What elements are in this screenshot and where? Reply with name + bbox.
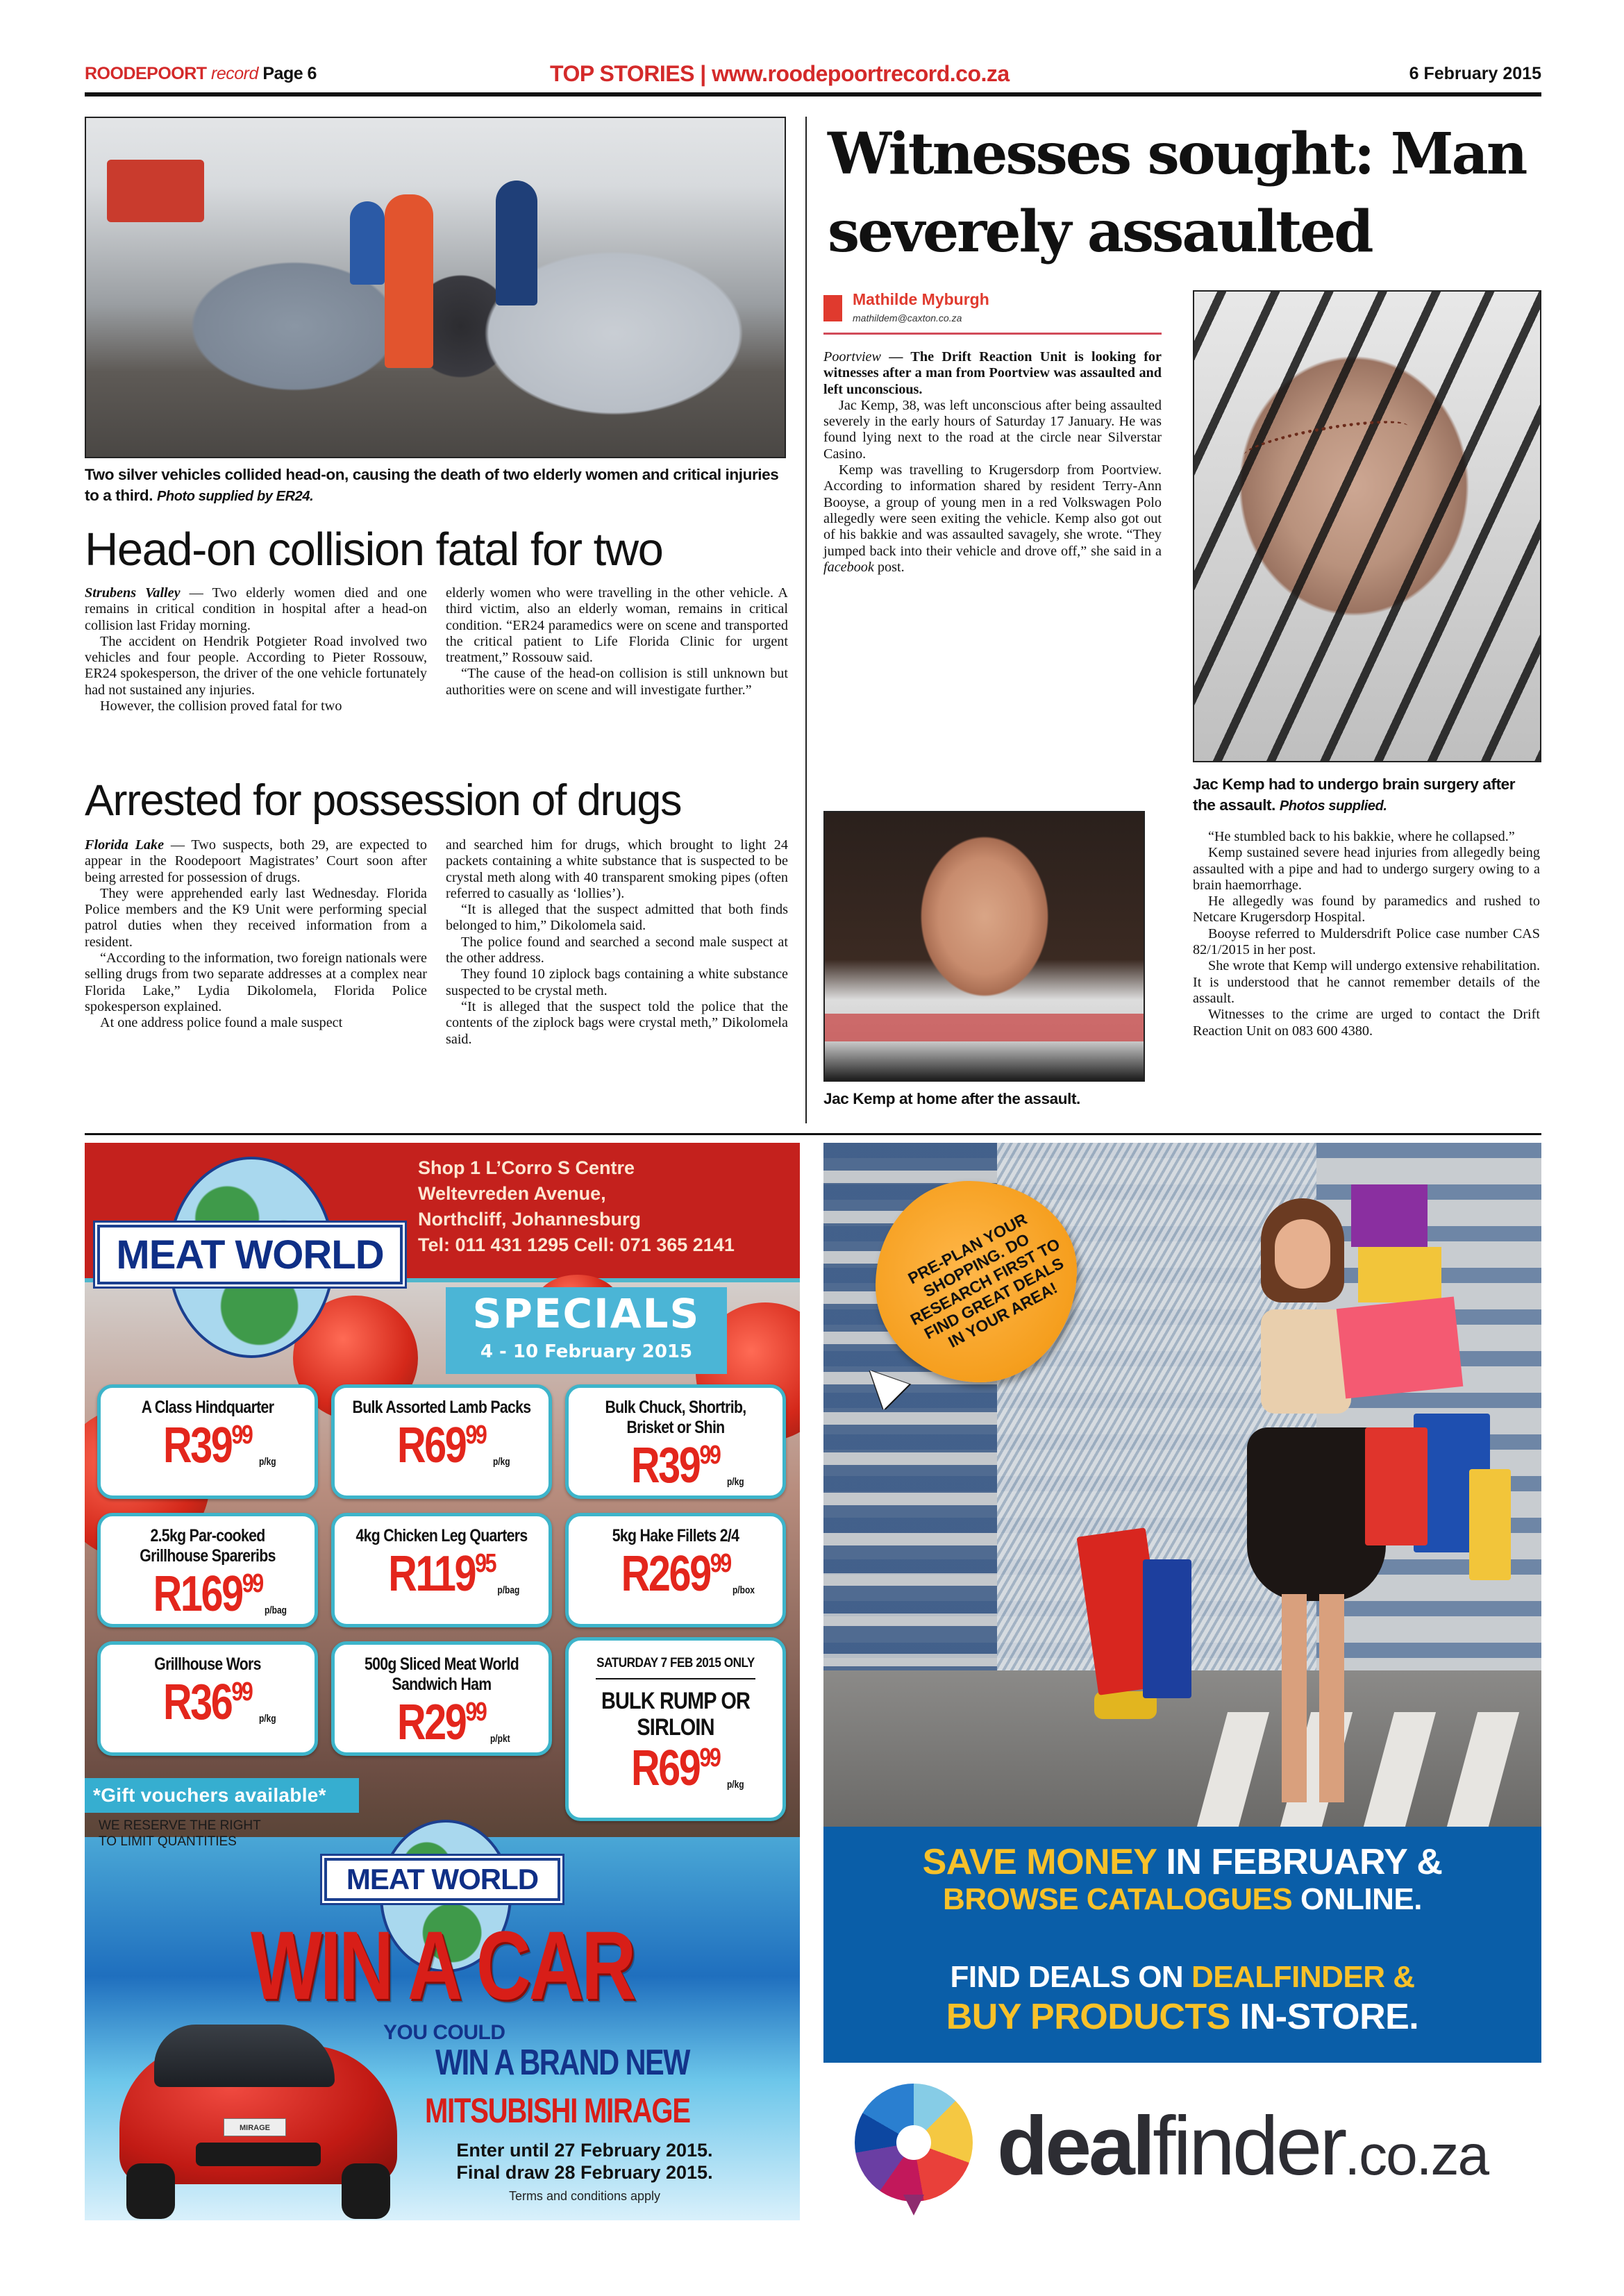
assault-col-2: “He stumbled back to his bakkie, where he collapsed.” Kemp sustained severe head injuries from allegedly being assaulted with a pipe and had to undergo surgery owing to a brain haemorrhage. He allegedly was found by paramedics and rushed to Netcare Krugersdorp Hospital. Booyse referred to Muldersdrift Police case number CAS 82/1/2015 in her post. She wrote that Kemp will undergo extensive rehabilitation. It is understood that he cannot remember details of the assault. Witnesses to the crime are urged to contact the Drift Reaction Unit on 083 600 4380. [1193, 829, 1540, 1039]
section-rule [85, 1133, 1541, 1135]
column-divider [805, 117, 807, 1123]
collision-headline[interactable]: Head-on collision fatal for two [85, 523, 663, 576]
byline-rule [823, 333, 1162, 335]
you-could-text: YOU COULD [383, 2021, 505, 2044]
deal-card[interactable]: Bulk Chuck, Shortrib, Brisket or Shin R3999 p/kg [565, 1384, 786, 1499]
dealfinder-message: SAVE MONEY IN FEBRUARY & BROWSE CATALOGUES ONLINE. FIND DEALS ON DEALFINDER & BUY PRODUCTS IN-STORE. [823, 1827, 1541, 2063]
car-image: MIRAGE [106, 1997, 411, 2212]
masthead-rule [85, 92, 1541, 97]
deal-card[interactable]: 5kg Hake Fillets 2/4 R26999 p/box [565, 1513, 786, 1627]
byline-author: Mathilde Myburgh [853, 290, 989, 308]
shopping-bag [1365, 1427, 1428, 1545]
deal-card[interactable]: Grillhouse Wors R3699 p/kg [97, 1641, 318, 1756]
deal-card[interactable]: 4kg Chicken Leg Quarters R11995 p/bag [331, 1513, 552, 1627]
shopping-bag [1469, 1469, 1511, 1580]
meat-world-logo: MEAT WORLD [92, 1157, 411, 1358]
shop-address: Shop 1 L’Corro S Centre Weltevreden Avenue, Northcliff, Johannesburg Tel: 011 431 1295 Cell: 071 365 2141 [418, 1157, 735, 1255]
deal-card[interactable]: 500g Sliced Meat World Sandwich Ham R2999 p/pkt [331, 1641, 552, 1756]
reserve-notice: WE RESERVE THE RIGHT TO LIMIT QUANTITIES [99, 1818, 261, 1849]
brand-new-text: WIN A BRAND NEW [435, 2043, 689, 2083]
dealfinder-logo[interactable]: dealfinder.co.za [997, 2100, 1489, 2193]
deal-card[interactable]: A Class Hindquarter R3999 p/kg [97, 1384, 318, 1499]
competition-dates: Enter until 27 February 2015. Final draw 28 February 2015. [456, 2140, 713, 2183]
meat-world-logo-2: MEAT WORLD [317, 1820, 574, 1972]
saturday-special-card[interactable]: SATURDAY 7 FEB 2015 ONLY BULK RUMP OR SIRLOIN R6999 p/kg [565, 1637, 786, 1821]
dealfinder-ad[interactable] [823, 1143, 1541, 2220]
collision-col-2: elderly women who were travelling in the other vehicle. A third victim, also an elderly woman, remains in critical condition. “ER24 paramedics were on scene and transported the critical patient to Life Florida Clinic for urgent treatment,” Rossouw said. “The cause of the head-on collision is still unknown but authorities were on scene and will investigate further.” [446, 585, 788, 698]
deal-card[interactable]: Bulk Assorted Lamb Packs R6999 p/kg [331, 1384, 552, 1499]
surgical-stitches [1241, 412, 1410, 469]
tip-sticker: PRE-PLAN YOUR SHOPPING. DO RESEARCH FIRST TO FIND GREAT DEALS IN YOUR AREA! [876, 1181, 1077, 1382]
drugs-col-2: and searched him for drugs, which brought to light 24 packets containing a white substance that is suspected to be crystal meth along with 40 transparent smoking pipes (often referred to casually as ‘lollies’). “It is alleged that the suspect admitted that both finds belonged to him,” Dikolomela said. The police found and searched a second male suspect at the other address. They found 10 ziplock bags containing a white substance suspected to be crystal meth. “It is alleged that the suspect told the police that the contents of the ziplock bags were crystal meth,” Dikolomela said. [446, 837, 788, 1047]
gift-vouchers-banner: *Gift vouchers available* [85, 1778, 359, 1813]
page-label: ROODEPOORT record Page 6 [85, 64, 317, 83]
deal-card[interactable]: 2.5kg Par-cooked Grillhouse Spareribs R16999 p/bag [97, 1513, 318, 1627]
car-model-text: MITSUBISHI MIRAGE [425, 2091, 690, 2130]
assault-col-1: Poortview — The Drift Reaction Unit is looking for witnesses after a man from Poortview was assaulted and left unconscious. Jac Kemp, 38, was left unconscious after being assaulted severely in the early hours of Saturday 17 January. He was found lying next to the road at the circle near Silverstar Casino. Kemp was travelling to Krugersdorp from Poortview. According to information shared by resident Terry-Ann Booyse, a group of young men in a red Volkswagen Polo allegedly were seen exiting the vehicle. Kemp also got out of his bakkie and was assaulted savagely, she wrote. “They jumped back into their vehicle and drove off,” she said in a facebook post. [823, 349, 1162, 575]
head-photo-caption: Jac Kemp had to undergo brain surgery after the assault. Photos supplied. [1193, 776, 1516, 814]
byline-marker [823, 295, 842, 321]
shopping-bag [1143, 1559, 1191, 1698]
collision-col-1: Strubens Valley — Two elderly women died and one remains in critical condition in hospital after a head-on collision last Friday morning. The accident on Hendrik Potgieter Road involved two vehicles and four people. According to Pieter Rossouw, ER24 spokesperson, the driver of the one vehicle fortunately had not sustained any injuries. However, the collision proved fatal for two [85, 585, 428, 714]
portrait-caption: Jac Kemp at home after the assault. [823, 1090, 1080, 1107]
issue-date: 6 February 2015 [1409, 64, 1541, 83]
drugs-col-1: Florida Lake — Two suspects, both 29, are expected to appear in the Roodepoort Magistrates’ Court soon after being arrested for possession of drugs. They were apprehended early last Wednesday. Florida Police members and the K9 Unit were performing special patrol duties when they received information from a resident. “According to the information, two foreign nationals were selling drugs from two separate addresses at a complex near Florida Lake,” Lydia Dikolomela, Florida Police spokesperson explained. At one address police found a male suspect [85, 837, 427, 1031]
crash-photo-caption: Two silver vehicles collided head-on, causing the death of two elderly women and critical injuries to a third. Photo supplied by ER24. [85, 466, 779, 504]
gift-box [1337, 1296, 1464, 1398]
meat-world-ad[interactable] [85, 1143, 800, 2220]
specials-banner: SPECIALS 4 - 10 February 2015 [446, 1287, 727, 1374]
drugs-headline[interactable]: Arrested for possession of drugs [85, 776, 681, 825]
dealfinder-pin-icon [855, 2084, 973, 2215]
gift-box [1358, 1247, 1441, 1302]
portrait-photo [823, 811, 1145, 1082]
assault-headline[interactable]: Witnesses sought: Man severely assaulted [828, 121, 1526, 265]
win-a-car-headline: WIN A CAR [250, 1911, 635, 2020]
byline-email[interactable]: mathildem@caxton.co.za [853, 312, 962, 324]
head-injury-photo [1193, 290, 1541, 762]
terms-text[interactable]: Terms and conditions apply [508, 2189, 661, 2203]
city-street-photo [823, 1143, 1541, 1827]
gift-box [1351, 1184, 1428, 1247]
masthead [85, 61, 1541, 92]
section-title[interactable]: TOP STORIES | www.roodepoortrecord.co.za [550, 61, 1010, 86]
crash-photo [85, 117, 786, 458]
